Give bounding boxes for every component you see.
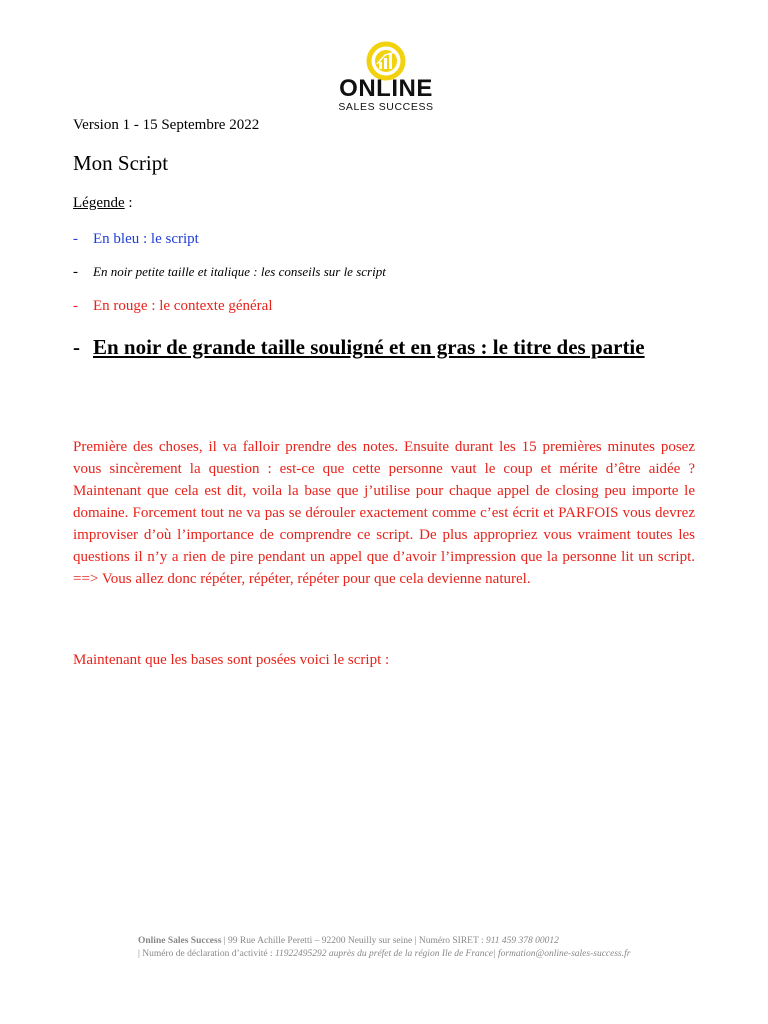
footer-declaration-label: | Numéro de déclaration d’activité : [138, 949, 275, 959]
footer-address: | 99 Rue Achille Peretti – 92200 Neuilly sur seine | Numéro SIRET : [221, 936, 486, 946]
page-footer [138, 935, 698, 961]
section-title-text: En noir de grande taille souligné et en gras : le titre des partie [93, 335, 645, 359]
intro-paragraph: Première des choses, il va falloir prendre des notes. Ensuite durant les 15 premières minutes posez vous sincèrement la question : est-ce que cette personne vaut le coup et mérite d’être aidée ? Maintenant que cela est dit, voila la base que j’utilise pour chaque appel de closing peu importe le domaine. Forcement tout ne va pas se dérouler exactement comme c’est écrit et PARFOIS vous devrez improviser d’où l’importance de comprendre ce script. De plus appropriez vous vraiment toutes les questions il n’y a rien de pire pendant un appel que d’avoir l’impression que la personne lit un script. ==> Vous allez donc répéter, répéter, répéter pour que cela devienne naturel. [73, 439, 695, 587]
legend-item-text: En rouge : le contexte général [93, 298, 273, 314]
logo [331, 40, 441, 116]
transition-paragraph: Maintenant que les bases sont posées voici le script : [73, 652, 390, 668]
version-line: Version 1 - 15 Septembre 2022 [73, 117, 260, 133]
legend-item-text: En bleu : le script [93, 231, 199, 247]
footer-declaration-value: 11922495292 auprès du préfet de la région Ile de France| formation@online-sales-success.fr [274, 949, 631, 959]
footer-line-2 [138, 948, 698, 961]
logo-wordmark: ONLINE [339, 75, 433, 102]
logo-subtitle: SALES SUCCESS [338, 101, 434, 113]
legend-heading [73, 195, 133, 212]
footer-company: Online Sales Success [138, 936, 222, 946]
footer-line-1 [138, 935, 698, 948]
legend-item-section-title [73, 333, 673, 362]
footer-siret: 911 459 378 00012 [486, 936, 559, 946]
bullet-dash: - [73, 264, 78, 280]
bullet-dash: - [73, 231, 78, 247]
legend-item-red [73, 298, 273, 315]
page-title: Mon Script [73, 151, 169, 175]
legend-label: Légende [73, 195, 125, 211]
bullet-dash: - [73, 298, 78, 314]
legend-item-blue [73, 231, 199, 248]
legend-item-text: En noir petite taille et italique : les conseils sur le script [93, 264, 386, 279]
bullet-dash: - [73, 335, 80, 359]
legend-item-italic [73, 264, 386, 281]
legend-suffix: : [124, 195, 133, 211]
